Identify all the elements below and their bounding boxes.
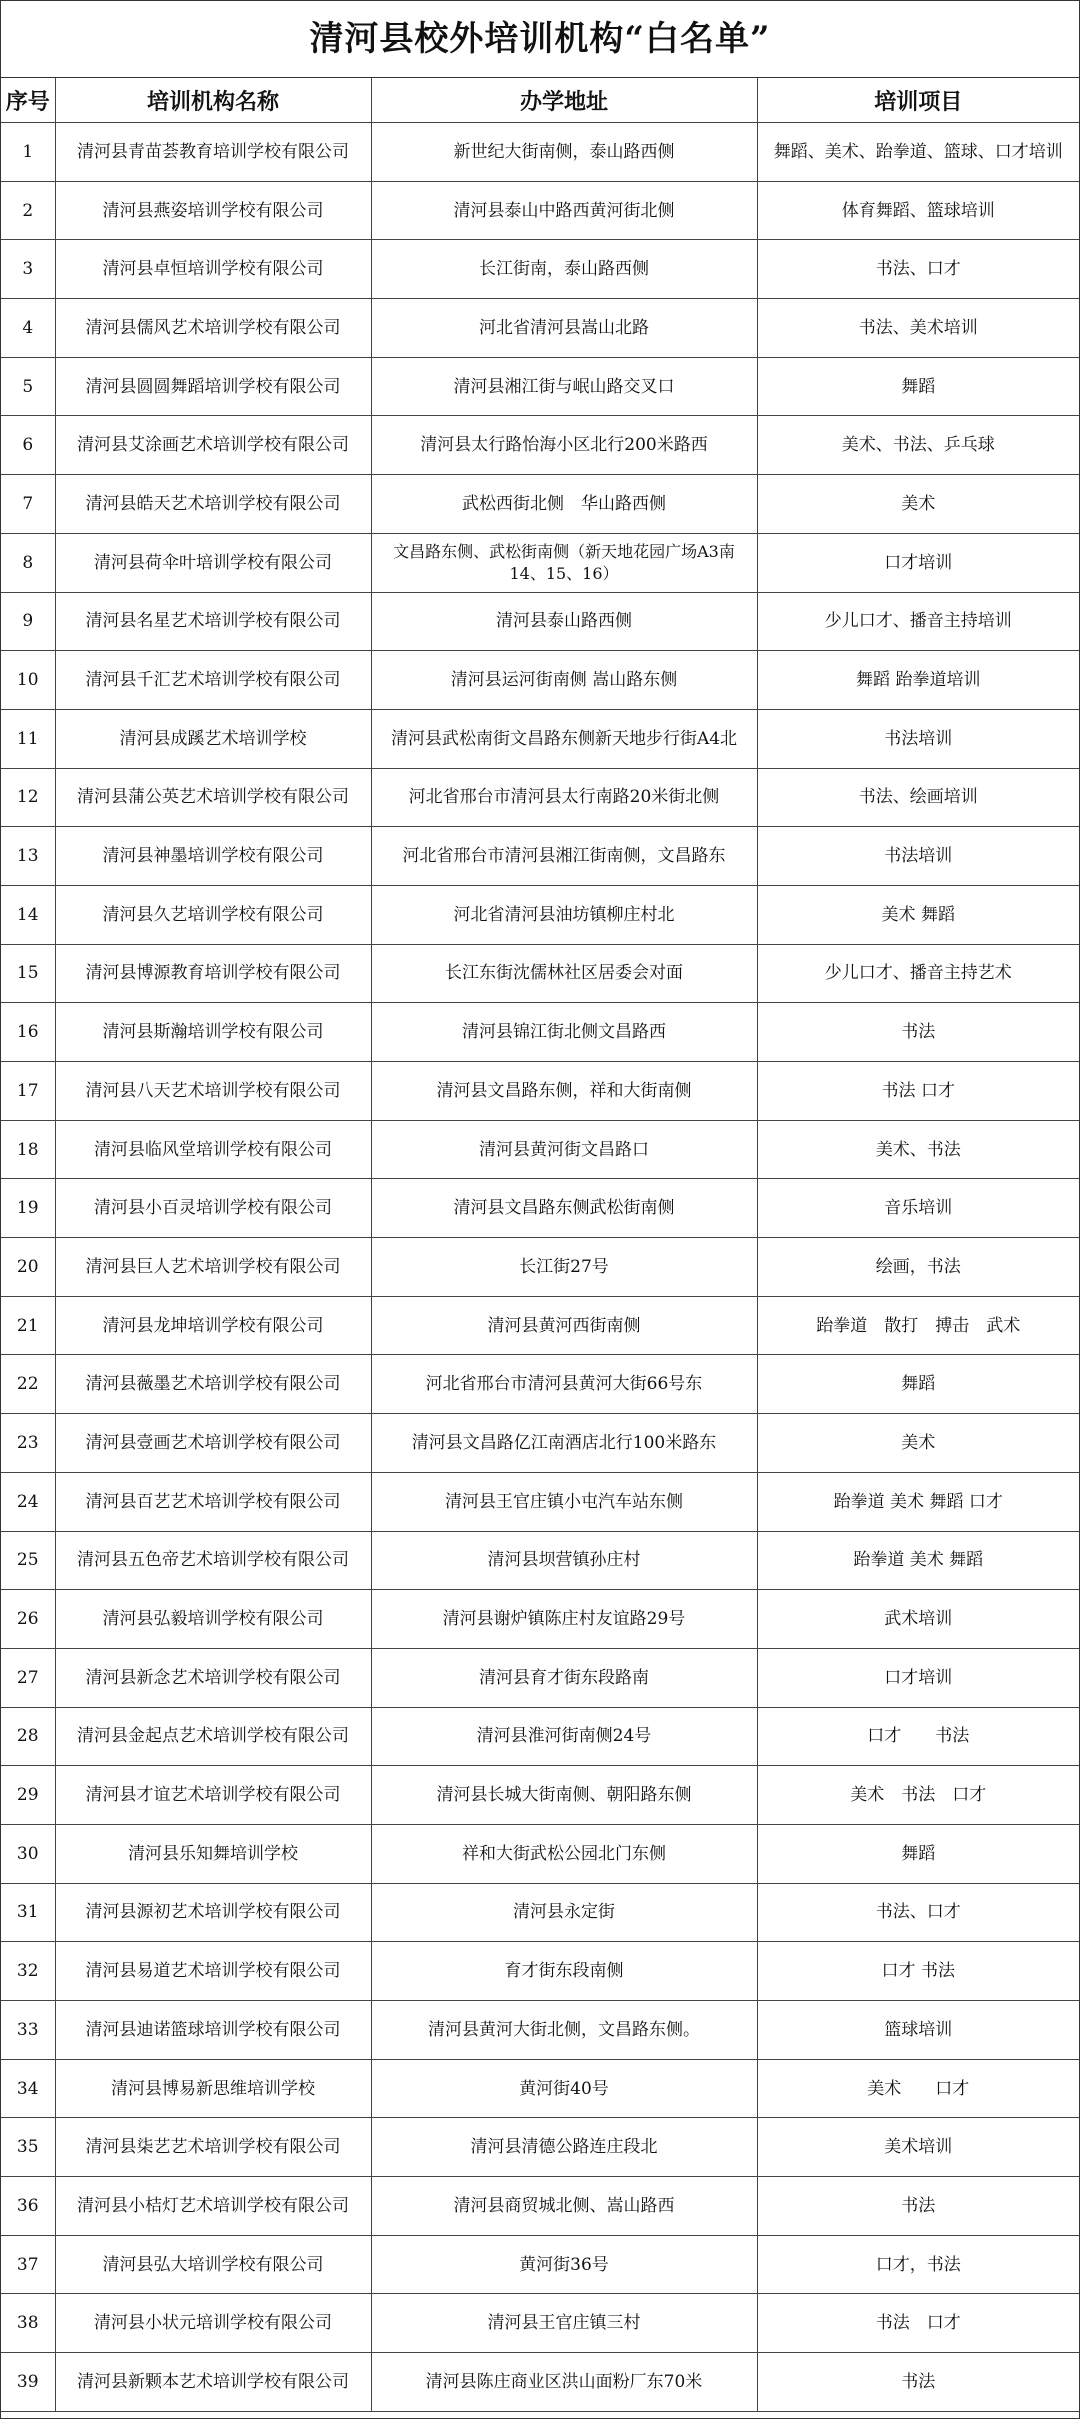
cell-address: 育才街东段南侧	[371, 1942, 757, 2001]
cell-programs: 美术、书法、乒乓球	[757, 416, 1079, 475]
cell-org-name: 清河县金起点艺术培训学校有限公司	[55, 1707, 371, 1766]
table-row	[1, 2001, 1079, 2060]
cell-address: 清河县武松南街文昌路东侧新天地步行街A4北	[371, 709, 757, 768]
table-row	[1, 768, 1079, 827]
cell-index: 3	[1, 240, 55, 299]
header-index: 序号	[1, 78, 55, 123]
cell-index: 21	[1, 1296, 55, 1355]
cell-address: 清河县清德公路连庄段北	[371, 2118, 757, 2177]
cell-index: 13	[1, 827, 55, 886]
table-row	[1, 181, 1079, 240]
cell-address: 长江东街沈儒林社区居委会对面	[371, 944, 757, 1003]
table-row	[1, 1120, 1079, 1179]
cell-programs: 绘画，书法	[757, 1238, 1079, 1297]
cell-org-name: 清河县龙坤培训学校有限公司	[55, 1296, 371, 1355]
cell-programs: 书法	[757, 1003, 1079, 1062]
table-row	[1, 592, 1079, 651]
cell-address: 新世纪大街南侧，泰山路西侧	[371, 123, 757, 182]
cell-org-name: 清河县名星艺术培训学校有限公司	[55, 592, 371, 651]
cell-address: 长江街南，泰山路西侧	[371, 240, 757, 299]
cell-index: 6	[1, 416, 55, 475]
cell-programs: 美术	[757, 475, 1079, 534]
table-row	[1, 2294, 1079, 2353]
table-row	[1, 827, 1079, 886]
table-row	[1, 1355, 1079, 1414]
cell-address: 黄河街36号	[371, 2235, 757, 2294]
table-row	[1, 709, 1079, 768]
table-row	[1, 1296, 1079, 1355]
cell-address: 清河县太行路怡海小区北行200米路西	[371, 416, 757, 475]
table-row	[1, 240, 1079, 299]
cell-programs: 书法 口才	[757, 1062, 1079, 1121]
cell-address: 清河县文昌路亿江南酒店北行100米路东	[371, 1414, 757, 1473]
cell-programs: 少儿口才、播音主持培训	[757, 592, 1079, 651]
cell-address: 河北省清河县嵩山北路	[371, 299, 757, 358]
cell-programs: 篮球培训	[757, 2001, 1079, 2060]
table-row	[1, 1590, 1079, 1649]
cell-programs: 美术、书法	[757, 1120, 1079, 1179]
cell-org-name: 清河县临风堂培训学校有限公司	[55, 1120, 371, 1179]
cell-programs: 舞蹈	[757, 1355, 1079, 1414]
cell-programs: 口才 书法	[757, 1942, 1079, 2001]
cell-org-name: 清河县乐知舞培训学校	[55, 1824, 371, 1883]
cell-index: 27	[1, 1648, 55, 1707]
table-row	[1, 1531, 1079, 1590]
cell-index: 18	[1, 1120, 55, 1179]
cell-org-name: 清河县壹画艺术培训学校有限公司	[55, 1414, 371, 1473]
cell-address: 清河县王官庄镇三村	[371, 2294, 757, 2353]
cell-index: 11	[1, 709, 55, 768]
cell-programs: 跆拳道 美术 舞蹈 口才	[757, 1472, 1079, 1531]
cell-index: 35	[1, 2118, 55, 2177]
cell-index: 25	[1, 1531, 55, 1590]
cell-org-name: 清河县皓天艺术培训学校有限公司	[55, 475, 371, 534]
cell-index: 15	[1, 944, 55, 1003]
cell-address: 清河县陈庄商业区洪山面粉厂东70米	[371, 2353, 757, 2412]
header-name: 培训机构名称	[55, 78, 371, 123]
cell-index: 28	[1, 1707, 55, 1766]
cell-org-name: 清河县弘毅培训学校有限公司	[55, 1590, 371, 1649]
cell-programs: 音乐培训	[757, 1179, 1079, 1238]
cell-programs: 书法	[757, 2177, 1079, 2236]
cell-index: 10	[1, 651, 55, 710]
cell-programs: 书法、口才	[757, 1883, 1079, 1942]
cell-address: 清河县黄河大街北侧，文昌路东侧。	[371, 2001, 757, 2060]
cell-index: 7	[1, 475, 55, 534]
table-row	[1, 651, 1079, 710]
cell-address: 清河县黄河西街南侧	[371, 1296, 757, 1355]
cell-programs: 舞蹈 跆拳道培训	[757, 651, 1079, 710]
cell-index: 19	[1, 1179, 55, 1238]
cell-address: 武松西街北侧 华山路西侧	[371, 475, 757, 534]
cell-address: 河北省邢台市清河县黄河大街66号东	[371, 1355, 757, 1414]
cell-org-name: 清河县迪诺篮球培训学校有限公司	[55, 2001, 371, 2060]
cell-index: 16	[1, 1003, 55, 1062]
cell-programs: 舞蹈	[757, 357, 1079, 416]
cell-index: 1	[1, 123, 55, 182]
cell-index: 23	[1, 1414, 55, 1473]
table-row	[1, 1003, 1079, 1062]
cell-org-name: 清河县易道艺术培训学校有限公司	[55, 1942, 371, 2001]
cell-org-name: 清河县源初艺术培训学校有限公司	[55, 1883, 371, 1942]
cell-programs: 舞蹈	[757, 1824, 1079, 1883]
cell-programs: 书法	[757, 2353, 1079, 2412]
table-row	[1, 475, 1079, 534]
cell-org-name: 清河县卓恒培训学校有限公司	[55, 240, 371, 299]
cell-programs: 美术培训	[757, 2118, 1079, 2177]
cell-programs: 跆拳道 散打 搏击 武术	[757, 1296, 1079, 1355]
table-row	[1, 1414, 1079, 1473]
cell-programs: 口才培训	[757, 533, 1079, 592]
table-row	[1, 1942, 1079, 2001]
cell-org-name: 清河县八天艺术培训学校有限公司	[55, 1062, 371, 1121]
table-row	[1, 1238, 1079, 1297]
cell-address: 祥和大街武松公园北门东侧	[371, 1824, 757, 1883]
cell-index: 8	[1, 533, 55, 592]
cell-programs: 美术 口才	[757, 2059, 1079, 2118]
cell-programs: 口才培训	[757, 1648, 1079, 1707]
header-row	[1, 78, 1079, 123]
cell-programs: 书法、美术培训	[757, 299, 1079, 358]
cell-index: 36	[1, 2177, 55, 2236]
cell-org-name: 清河县小桔灯艺术培训学校有限公司	[55, 2177, 371, 2236]
cell-index: 38	[1, 2294, 55, 2353]
cell-org-name: 清河县巨人艺术培训学校有限公司	[55, 1238, 371, 1297]
cell-org-name: 清河县成蹊艺术培训学校	[55, 709, 371, 768]
cell-index: 29	[1, 1766, 55, 1825]
header-programs: 培训项目	[757, 78, 1079, 123]
cell-programs: 少儿口才、播音主持艺术	[757, 944, 1079, 1003]
cell-index: 37	[1, 2235, 55, 2294]
cell-org-name: 清河县弘大培训学校有限公司	[55, 2235, 371, 2294]
cell-address: 清河县泰山路西侧	[371, 592, 757, 651]
cell-address: 清河县淮河街南侧24号	[371, 1707, 757, 1766]
cell-org-name: 清河县薇墨艺术培训学校有限公司	[55, 1355, 371, 1414]
cell-address: 文昌路东侧、武松街南侧（新天地花园广场A3南14、15、16）	[371, 533, 757, 592]
cell-address: 清河县育才街东段路南	[371, 1648, 757, 1707]
cell-programs: 书法、绘画培训	[757, 768, 1079, 827]
cell-index: 32	[1, 1942, 55, 2001]
table-row	[1, 416, 1079, 475]
cell-address: 河北省邢台市清河县太行南路20米街北侧	[371, 768, 757, 827]
cell-index: 22	[1, 1355, 55, 1414]
cell-index: 9	[1, 592, 55, 651]
cell-org-name: 清河县小百灵培训学校有限公司	[55, 1179, 371, 1238]
cell-index: 12	[1, 768, 55, 827]
cell-org-name: 清河县千汇艺术培训学校有限公司	[55, 651, 371, 710]
cell-index: 39	[1, 2353, 55, 2412]
cell-address: 清河县泰山中路西黄河街北侧	[371, 181, 757, 240]
cell-programs: 武术培训	[757, 1590, 1079, 1649]
cell-programs: 跆拳道 美术 舞蹈	[757, 1531, 1079, 1590]
cell-org-name: 清河县小状元培训学校有限公司	[55, 2294, 371, 2353]
cell-index: 20	[1, 1238, 55, 1297]
table-row	[1, 299, 1079, 358]
cell-org-name: 清河县荷伞叶培训学校有限公司	[55, 533, 371, 592]
table-row	[1, 885, 1079, 944]
cell-programs: 美术 书法 口才	[757, 1766, 1079, 1825]
cell-address: 清河县湘江街与岷山路交叉口	[371, 357, 757, 416]
table-row	[1, 1179, 1079, 1238]
table-row	[1, 2118, 1079, 2177]
cell-address: 清河县运河街南侧 嵩山路东侧	[371, 651, 757, 710]
cell-address: 清河县长城大街南侧、朝阳路东侧	[371, 1766, 757, 1825]
cell-org-name: 清河县儒风艺术培训学校有限公司	[55, 299, 371, 358]
table-row	[1, 944, 1079, 1003]
cell-address: 清河县文昌路东侧武松街南侧	[371, 1179, 757, 1238]
cell-index: 24	[1, 1472, 55, 1531]
cell-org-name: 清河县博源教育培训学校有限公司	[55, 944, 371, 1003]
cell-index: 31	[1, 1883, 55, 1942]
table-body	[1, 123, 1079, 2412]
table-row	[1, 2353, 1079, 2412]
cell-index: 34	[1, 2059, 55, 2118]
cell-address: 清河县坝营镇孙庄村	[371, 1531, 757, 1590]
table-row	[1, 2059, 1079, 2118]
table-row	[1, 2235, 1079, 2294]
cell-org-name: 清河县燕姿培训学校有限公司	[55, 181, 371, 240]
cell-address: 河北省邢台市清河县湘江街南侧，文昌路东	[371, 827, 757, 886]
table-row	[1, 2177, 1079, 2236]
cell-programs: 书法培训	[757, 709, 1079, 768]
cell-org-name: 清河县艾涂画艺术培训学校有限公司	[55, 416, 371, 475]
table-row	[1, 1824, 1079, 1883]
table-row	[1, 1062, 1079, 1121]
cell-programs: 美术	[757, 1414, 1079, 1473]
cell-programs: 美术 舞蹈	[757, 885, 1079, 944]
cell-org-name: 清河县斯瀚培训学校有限公司	[55, 1003, 371, 1062]
table-row	[1, 533, 1079, 592]
cell-index: 30	[1, 1824, 55, 1883]
cell-org-name: 清河县才谊艺术培训学校有限公司	[55, 1766, 371, 1825]
cell-index: 17	[1, 1062, 55, 1121]
whitelist-table	[1, 78, 1079, 2412]
cell-address: 黄河街40号	[371, 2059, 757, 2118]
table-row	[1, 1883, 1079, 1942]
cell-address: 河北省清河县油坊镇柳庄村北	[371, 885, 757, 944]
table-row	[1, 357, 1079, 416]
table-row	[1, 1472, 1079, 1531]
table-row	[1, 1707, 1079, 1766]
table-row	[1, 123, 1079, 182]
cell-org-name: 清河县久艺培训学校有限公司	[55, 885, 371, 944]
cell-programs: 口才，书法	[757, 2235, 1079, 2294]
cell-index: 33	[1, 2001, 55, 2060]
cell-org-name: 清河县五色帝艺术培训学校有限公司	[55, 1531, 371, 1590]
cell-programs: 口才 书法	[757, 1707, 1079, 1766]
cell-org-name: 清河县圆圆舞蹈培训学校有限公司	[55, 357, 371, 416]
cell-address: 清河县黄河街文昌路口	[371, 1120, 757, 1179]
cell-index: 14	[1, 885, 55, 944]
cell-programs: 书法、口才	[757, 240, 1079, 299]
cell-address: 清河县王官庄镇小屯汽车站东侧	[371, 1472, 757, 1531]
cell-org-name: 清河县新念艺术培训学校有限公司	[55, 1648, 371, 1707]
cell-index: 5	[1, 357, 55, 416]
cell-org-name: 清河县新颗本艺术培训学校有限公司	[55, 2353, 371, 2412]
cell-org-name: 清河县博易新思维培训学校	[55, 2059, 371, 2118]
cell-address: 清河县锦江街北侧文昌路西	[371, 1003, 757, 1062]
cell-org-name: 清河县百艺艺术培训学校有限公司	[55, 1472, 371, 1531]
page-title: 清河县校外培训机构“白名单”	[1, 1, 1079, 78]
table-row	[1, 1766, 1079, 1825]
cell-org-name: 清河县柒艺艺术培训学校有限公司	[55, 2118, 371, 2177]
cell-programs: 体育舞蹈、篮球培训	[757, 181, 1079, 240]
cell-address: 清河县文昌路东侧，祥和大街南侧	[371, 1062, 757, 1121]
cell-org-name: 清河县蒲公英艺术培训学校有限公司	[55, 768, 371, 827]
cell-address: 长江街27号	[371, 1238, 757, 1297]
cell-programs: 书法培训	[757, 827, 1079, 886]
cell-programs: 书法 口才	[757, 2294, 1079, 2353]
cell-address: 清河县商贸城北侧、嵩山路西	[371, 2177, 757, 2236]
cell-index: 26	[1, 1590, 55, 1649]
cell-programs: 舞蹈、美术、跆拳道、篮球、口才培训	[757, 123, 1079, 182]
header-address: 办学地址	[371, 78, 757, 123]
cell-address: 清河县谢炉镇陈庄村友谊路29号	[371, 1590, 757, 1649]
table-row	[1, 1648, 1079, 1707]
cell-index: 4	[1, 299, 55, 358]
cell-index: 2	[1, 181, 55, 240]
cell-org-name: 清河县青苗荟教育培训学校有限公司	[55, 123, 371, 182]
cell-address: 清河县永定街	[371, 1883, 757, 1942]
cell-org-name: 清河县神墨培训学校有限公司	[55, 827, 371, 886]
